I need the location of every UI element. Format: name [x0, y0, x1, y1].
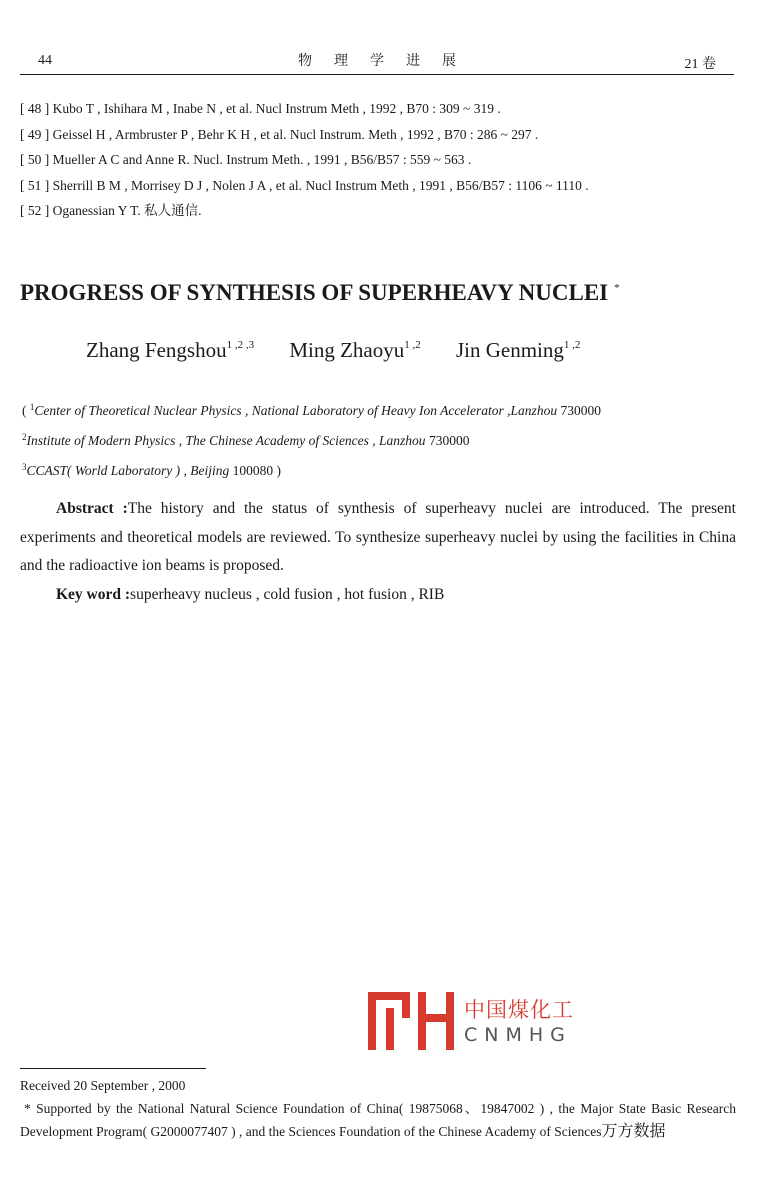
- author-affil-mark: 1 ,2 ,3: [226, 339, 255, 351]
- author: [289, 338, 420, 362]
- author-name: Jin Genming: [455, 338, 564, 362]
- keywords-paragraph: [20, 581, 736, 610]
- affiliation: $^3$CCAST( World Laboratory ) , Beijing 100080 ): [22, 462, 282, 478]
- affiliation: $^2$Institute of Modern Physics , The Chinese Academy of Sciences , Lanzhou 730000: [22, 432, 470, 448]
- cnmhg-logo: [366, 990, 576, 1052]
- reference-item: [ 50 ] Mueller A C and Anne R. Nucl. Instrum Meth. , 1991 , B56/B57 : 559 ~ 563 .: [20, 152, 472, 167]
- keyword-label: Key word :: [56, 585, 131, 603]
- reference-item: [ 51 ] Sherrill B M , Morrisey D J , Nolen J A , et al. Nucl Instrum Meth , 1991 , B56/B57 : 1106 ~ 1110 .: [20, 177, 589, 193]
- wanfang-watermark: 万方数据: [601, 1121, 666, 1140]
- funding-note: [20, 1098, 736, 1144]
- reference-item: [ 49 ] Geissel H , Armbruster P , Behr K H , et al. Nucl Instrum. Meth , 1992 , B70 : 286 ~ 297 .: [20, 126, 539, 142]
- received-date: Received 20 September , 2000: [20, 1078, 186, 1093]
- author-name: Ming Zhaoyu: [289, 338, 405, 362]
- logo-cn-text: 中国煤化工: [464, 998, 574, 1022]
- abstract-paragraph: [20, 495, 736, 581]
- author-affil-mark: 1 ,2: [404, 339, 421, 351]
- author: [456, 338, 580, 362]
- author: [86, 338, 254, 362]
- journal-title: 物理学进展: [298, 53, 478, 69]
- volume-label: 21 卷: [684, 57, 716, 72]
- author-name: Zhang Fengshou: [86, 338, 227, 362]
- article-title-text: PROGRESS OF SYNTHESIS OF SUPERHEAVY NUCLEI: [20, 280, 609, 305]
- author-list: [86, 338, 610, 363]
- reference-item: [ 48 ] Kubo T , Ishihara M , Inabe N , et al. Nucl Instrum Meth , 1992 , B70 : 309 ~ 319 .: [20, 101, 501, 116]
- abstract-text: The history and the status of synthesis of superheavy nuclei are introduced. The present experiments and theoretical models are reviewed. To synthesize superheavy nuclei by using the facilities in China and the radioactive ion beams is proposed.: [20, 500, 736, 574]
- affiliation: ( $^1$Center of Theoretical Nuclear Physics , National Laboratory of Heavy Ion Accelerator ,Lanzhou 730000: [22, 402, 601, 418]
- footnote-divider: [20, 1068, 206, 1069]
- title-footnote-mark: *: [614, 282, 620, 294]
- abstract-section: [20, 495, 736, 609]
- reference-item: [ 52 ] Oganessian Y T. 私人通信.: [20, 203, 202, 218]
- funding-text: * Supported by the National Natural Science Foundation of China( 19875068、19847002 ) , the Major State Basic Research Development Program( G2000077407 ) , and the Sciences Foundation of the Chinese Academy of Sciences: [20, 1100, 736, 1139]
- reference-list: [20, 96, 740, 224]
- keyword-text: superheavy nucleus , cold fusion , hot fusion , RIB: [130, 585, 445, 603]
- logo-en-text: CNMHG: [464, 1024, 572, 1046]
- abstract-label: Abstract :: [56, 500, 128, 517]
- footnotes: [20, 1075, 736, 1144]
- affiliation-list: [22, 394, 742, 484]
- article-title: [20, 280, 750, 306]
- running-header: [20, 44, 734, 75]
- author-affil-mark: 1 ,2: [563, 339, 581, 351]
- page-number: 44: [38, 53, 52, 68]
- cnmhg-logo-icon: [366, 990, 458, 1052]
